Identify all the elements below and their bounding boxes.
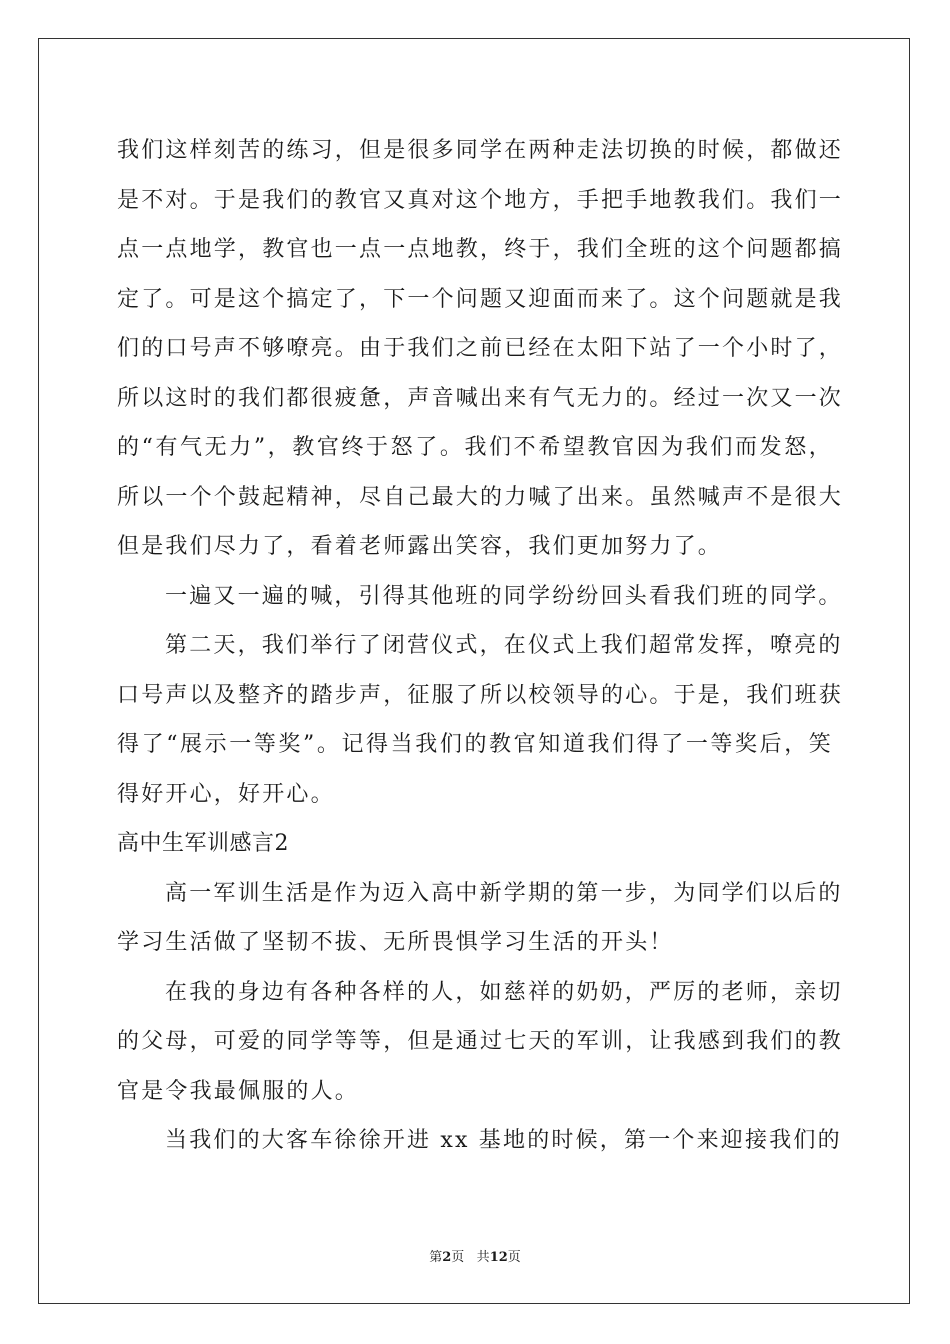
text-line: 的“有气无力”，教官终于怒了。我们不希望教官因为我们而发怒，	[117, 435, 833, 460]
text-line: 但是我们尽力了，看着老师露出笑容，我们更加努力了。	[117, 534, 723, 559]
page-label-prefix: 第	[429, 1250, 443, 1265]
text-line: 官是令我最佩服的人。	[117, 1078, 360, 1104]
text-line: 点一点地学，教官也一点一点地教，终于，我们全班的这个问题都搞	[117, 237, 844, 262]
text-line: 口号声以及整齐的踏步声，征服了所以校领导的心。于是，我们班获	[117, 682, 844, 708]
text-line: 定了。可是这个搞定了，下一个问题又迎面而来了。这个问题就是我	[117, 286, 844, 312]
total-label-suffix: 页	[507, 1250, 521, 1265]
text-line: 所以这时的我们都很疲惫，声音喊出来有气无力的。经过一次又一次	[117, 385, 844, 411]
total-label-prefix: 共	[476, 1250, 490, 1265]
text-line: 们的口号声不够嘹亮。由于我们之前已经在太阳下站了一个小时了，	[117, 336, 844, 361]
total-pages-number: 12	[489, 1250, 508, 1265]
text-line: 我们这样刻苦的练习，但是很多同学在两种走法切换的时候，都做还	[117, 138, 844, 163]
text-line: 在我的身边有各种各样的人，如慈祥的奶奶，严厉的老师，亲切	[165, 979, 843, 1005]
text-line: 学习生活做了坚韧不拔、无所畏惧学习生活的开头！	[117, 930, 674, 955]
page-label-suffix: 页	[451, 1250, 465, 1265]
text-line: 高一军训生活是作为迈入高中新学期的第一步，为同学们以后的	[165, 880, 843, 906]
text-line: 一遍又一遍的喊，引得其他班的同学纷纷回头看我们班的同学。	[165, 583, 843, 609]
current-page-number: 2	[442, 1250, 452, 1265]
page-footer	[0, 1246, 950, 1265]
text-line: 第二天，我们举行了闭营仪式，在仪式上我们超常发挥，嘹亮的	[165, 633, 843, 658]
text-line: 所以一个个鼓起精神，尽自己最大的力喊了出来。虽然喊声不是很大	[117, 484, 844, 510]
document-body	[117, 126, 844, 1166]
text-line: 当我们的大客车徐徐开进 xx 基地的时候，第一个来迎接我们的	[165, 1128, 842, 1153]
text-line: 是不对。于是我们的教官又真对这个地方，手把手地教我们。我们一	[117, 187, 844, 213]
text-line: 的父母，可爱的同学等等，但是通过七天的军训，让我感到我们的教	[117, 1029, 844, 1054]
section-heading: 高中生军训感言2	[117, 831, 289, 856]
text-line: 得好开心，好开心。	[117, 781, 335, 807]
text-line: 得了“展示一等奖”。记得当我们的教官知道我们得了一等奖后，笑	[117, 732, 833, 757]
